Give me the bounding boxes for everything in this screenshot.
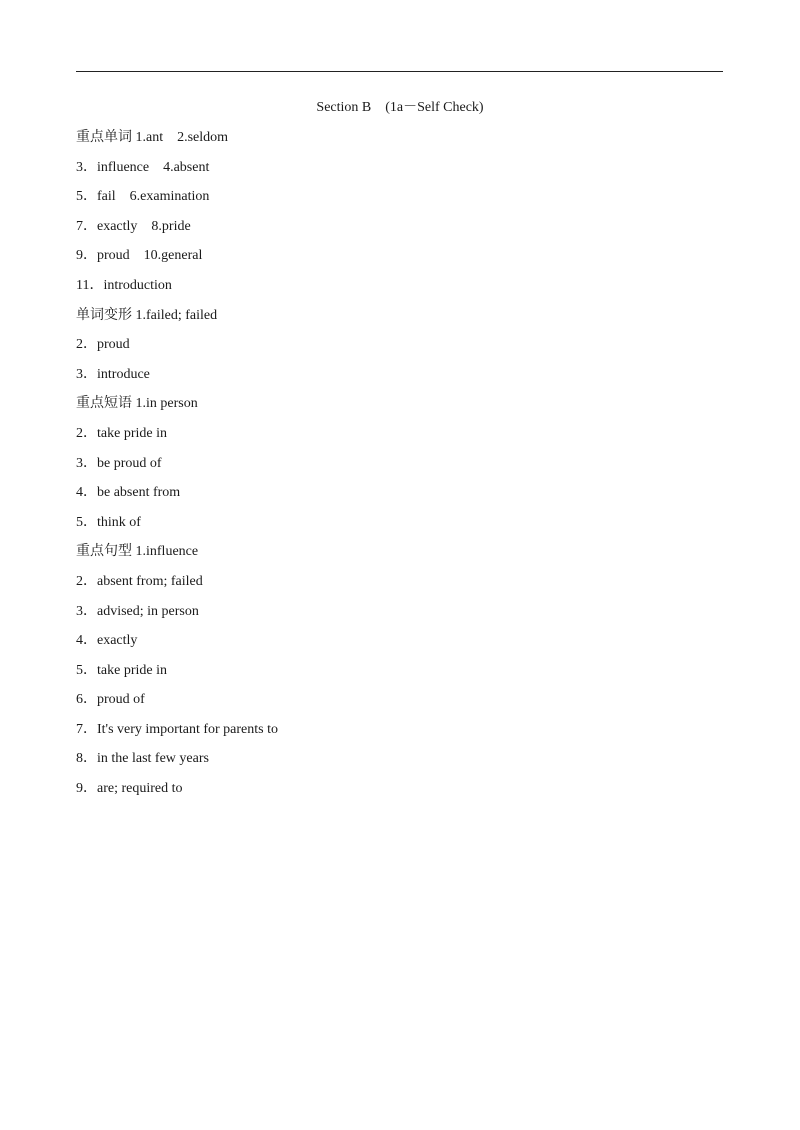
answer-line: 5．think of [76, 514, 141, 530]
answer-line: 11．introduction [76, 277, 172, 293]
answer-line: 重点单词 1.ant 2.seldom [76, 130, 229, 145]
answer-line: 5．take pride in [76, 662, 167, 678]
answer-line: 重点句型 1.influence [76, 544, 199, 560]
answer-line: 单词变形 1.failed; failed [76, 307, 218, 323]
answer-line: 6．proud of [76, 692, 145, 708]
answer-line: 7．exactly 8.pride [76, 218, 191, 234]
answer-line: 7．It's very important for parents to [76, 721, 278, 737]
answer-line: 4．exactly [76, 633, 138, 649]
section-title: Section B (1a－Self Check) [316, 100, 484, 115]
answer-line: 2．proud [76, 337, 130, 353]
answer-list [76, 129, 278, 810]
answer-line: 5．fail 6.examination [76, 189, 210, 205]
answer-line: 3．introduce [76, 366, 150, 382]
answer-line: 2．take pride in [76, 425, 167, 441]
answer-line: 重点短语 1.in person [76, 396, 198, 412]
answer-line: 3．advised; in person [76, 603, 199, 619]
answer-line: 2．absent from; failed [76, 573, 203, 589]
header-rule [76, 71, 723, 72]
answer-line: 4．be absent from [76, 485, 181, 501]
answer-line: 9．proud 10.general [76, 248, 203, 264]
answer-line: 3．influence 4.absent [76, 159, 210, 175]
answer-line: 3．be proud of [76, 455, 162, 471]
answer-line: 8．in the last few years [76, 751, 209, 767]
answer-line: 9．are; required to [76, 781, 183, 797]
